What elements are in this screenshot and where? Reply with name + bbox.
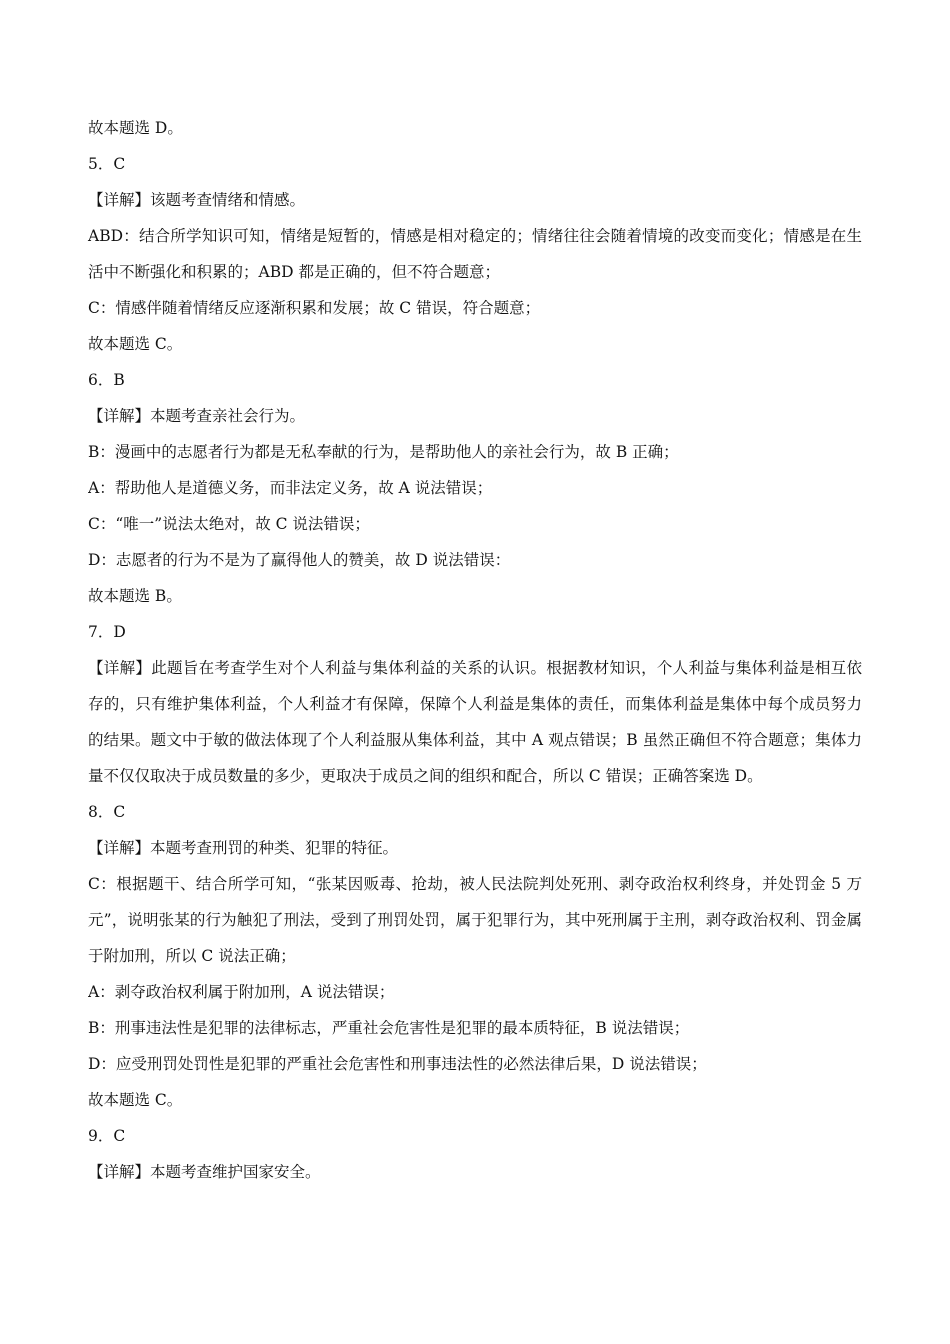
question-answer: 9．C <box>88 1127 126 1145</box>
explanation-line: B：漫画中的志愿者行为都是无私奉献的行为，是帮助他人的亲社会行为，故 B 正确； <box>88 443 679 461</box>
explanation-line: C：“唯一”说法太绝对，故 C 说法错误； <box>88 515 370 533</box>
explanation-paragraph: ABD：结合所学知识可知，情绪是短暂的，情感是相对稳定的；情绪往往会随着情境的改变而变化；情感是在生活中不断强化和积累的；ABD 都是正确的，但不符合题意； <box>88 227 862 281</box>
explanation-heading: 【详解】本题考查维护国家安全。 <box>88 1163 321 1181</box>
explanation-line: D：应受刑罚处罚性是犯罪的严重社会危害性和刑事违法性的必然法律后果，D 说法错误； <box>88 1055 707 1073</box>
question-answer: 8．C <box>88 803 126 821</box>
question-answer: 5．C <box>88 155 126 173</box>
explanation-line: C：情感伴随着情绪反应逐渐积累和发展；故 C 错误，符合题意； <box>88 299 541 317</box>
answer-document <box>88 110 862 1190</box>
explanation-paragraph: C：根据题干、结合所学可知，“张某因贩毒、抢劫，被人民法院判处死刑、剥夺政治权利终身，并处罚金 5 万元”，说明张某的行为触犯了刑法，受到了刑罚处罚，属于犯罪行为，其中死刑属于主刑，剥夺政治权利、罚金属于附加刑，所以 C 说法正确； <box>88 875 862 965</box>
explanation-line: D：志愿者的行为不是为了赢得他人的赞美，故 D 说法错误： <box>88 551 511 569</box>
answer-conclusion: 故本题选 D。 <box>88 119 183 137</box>
answer-conclusion: 故本题选 C。 <box>88 335 183 353</box>
explanation-heading: 【详解】本题考查亲社会行为。 <box>88 407 306 425</box>
explanation-line: A：帮助他人是道德义务，而非法定义务，故 A 说法错误； <box>88 479 493 497</box>
question-answer: 6．B <box>88 371 125 389</box>
explanation-heading: 【详解】该题考查情绪和情感。 <box>88 191 306 209</box>
explanation-heading: 【详解】本题考查刑罚的种类、犯罪的特征。 <box>88 839 399 857</box>
explanation-line: B：刑事违法性是犯罪的法律标志，严重社会危害性是犯罪的最本质特征，B 说法错误； <box>88 1019 690 1037</box>
answer-conclusion: 故本题选 C。 <box>88 1091 183 1109</box>
question-answer: 7．D <box>88 623 126 641</box>
explanation-line: A：剥夺政治权利属于附加刑，A 说法错误； <box>88 983 395 1001</box>
explanation-paragraph: 【详解】此题旨在考查学生对个人利益与集体利益的关系的认识。根据教材知识，个人利益与集体利益是相互依存的，只有维护集体利益，个人利益才有保障，保障个人利益是集体的责任，而集体利益是集体中每个成员努力的结果。题文中于敏的做法体现了个人利益服从集体利益，其中 A 观点错误；B 虽然正确但不符合题意；集体力量不仅仅取决于成员数量的多少，更取决于成员之间的组织和配合，所以 C 错误；正确答案选 D。 <box>88 659 862 785</box>
answer-conclusion: 故本题选 B。 <box>88 587 182 605</box>
